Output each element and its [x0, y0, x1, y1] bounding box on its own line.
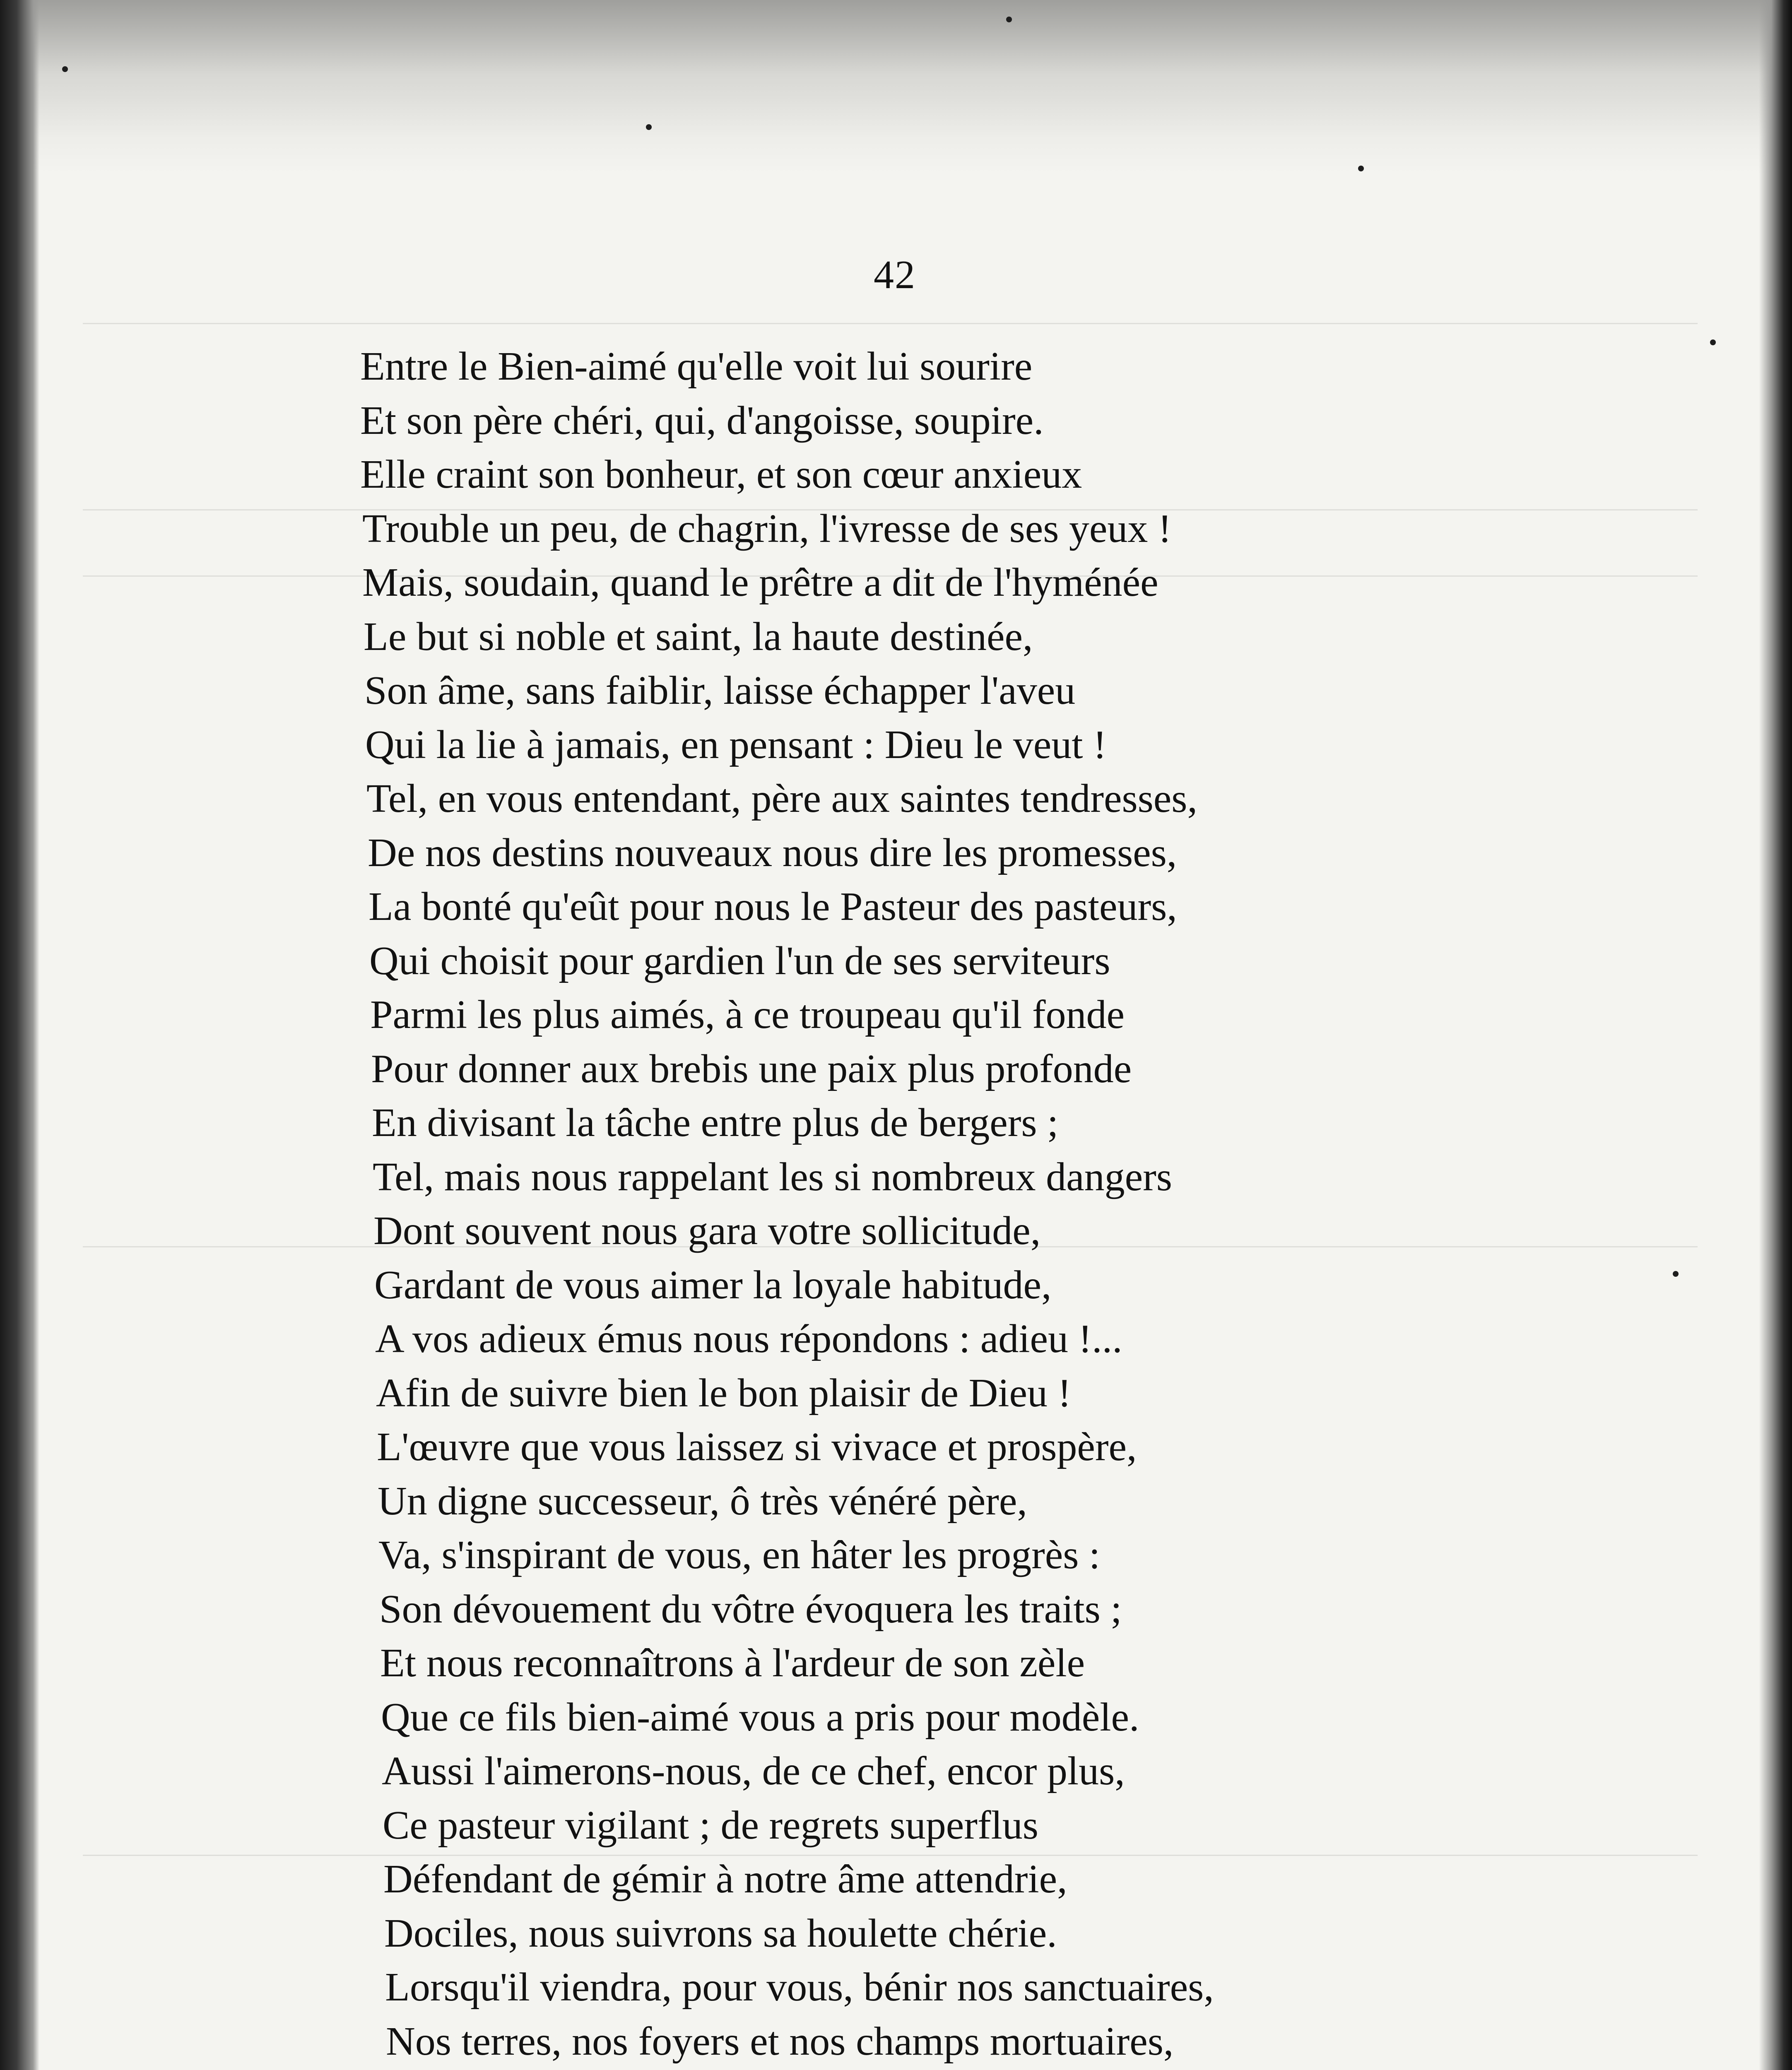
poem-line: Qui choisit pour gardien l'un de ses serviteurs	[369, 938, 1110, 983]
poem-line: Défendant de gémir à notre âme attendrie,	[383, 1857, 1067, 1902]
poem-line	[387, 2068, 1664, 2070]
poem-line: Elle craint son bonheur, et son cœur anxieux	[360, 452, 1082, 497]
poem-line: Aussi l'aimerons-nous, de ce chef, encor plus,	[382, 1749, 1125, 1793]
poem-line: Pour donner aux brebis une paix plus profonde	[371, 1046, 1132, 1091]
poem-line: De nos destins nouveaux nous dire les promesses,	[368, 830, 1177, 875]
poem-line: Lorsqu'il viendra, pour vous, bénir nos sanctuaires,	[385, 1965, 1214, 2010]
poem-line: Dont souvent nous gara votre sollicitude,	[373, 1208, 1041, 1253]
poem-line: L'œuvre que vous laissez si vivace et prospère,	[377, 1425, 1137, 1469]
poem-line: La bonté qu'eût pour nous le Pasteur des pasteurs,	[369, 884, 1177, 929]
poem-line: Et nous reconnaîtrons à l'ardeur de son zèle	[380, 1641, 1085, 1685]
poem-line: Tel, en vous entendant, père aux saintes tendresses,	[366, 776, 1197, 821]
dust-speck	[62, 66, 68, 72]
poem-line: Son dévouement du vôtre évoquera les traits ;	[379, 1586, 1122, 1632]
poem-line: Ce pasteur vigilant ; de regrets superflus	[383, 1803, 1038, 1848]
poem-line: Le but si noble et saint, la haute destinée,	[364, 614, 1033, 659]
poem-line: Nos terres, nos foyers et nos champs mortuaires,	[386, 2019, 1174, 2064]
poem-line: Et son père chéri, qui, d'angoisse, soupire.	[360, 398, 1044, 443]
poem-line: Mais, soudain, quand le prêtre a dit de l'hyménée	[362, 560, 1159, 605]
scan-border-right	[1759, 0, 1792, 2070]
poem-line: Un digne successeur, ô très vénéré père,	[378, 1478, 1027, 1524]
dust-speck	[646, 124, 652, 130]
dust-speck	[1710, 339, 1716, 345]
poem-line: Parmi les plus aimés, à ce troupeau qu'il fonde	[370, 992, 1125, 1037]
poem-line: Entre le Bien-aimé qu'elle voit lui sourire	[360, 344, 1033, 389]
poem-line: Trouble un peu, de chagrin, l'ivresse de ses yeux !	[362, 506, 1172, 551]
poem	[360, 339, 1664, 2070]
poem-line: Tel, mais nous rappelant les si nombreux dangers	[373, 1154, 1172, 1199]
dust-speck	[1006, 17, 1012, 22]
scan-shadow-top	[0, 0, 1792, 137]
poem-line: Gardant de vous aimer la loyale habitude,	[374, 1262, 1052, 1307]
dust-speck	[1673, 1271, 1679, 1277]
poem-line: Va, s'inspirant de vous, en hâter les progrès :	[378, 1533, 1101, 1577]
dust-speck	[1358, 166, 1364, 171]
poem-line: Qui la lie à jamais, en pensant : Dieu le veut !	[365, 722, 1107, 767]
poem-line: En divisant la tâche entre plus de bergers ;	[372, 1100, 1059, 1145]
poem-line: A vos adieux émus nous répondons : adieu !...	[375, 1317, 1122, 1361]
poem-line: Son âme, sans faiblir, laisse échapper l'aveu	[364, 668, 1076, 713]
poem-line: Afin de suivre bien le bon plaisir de Dieu !	[376, 1370, 1072, 1415]
scan-border-left	[0, 0, 39, 2070]
bleed-through-line	[83, 323, 1698, 324]
page-number: 42	[874, 253, 916, 297]
poem-line: Que ce fils bien-aimé vous a pris pour modèle.	[381, 1695, 1139, 1740]
poem-line: Dociles, nous suivrons sa houlette chérie.	[384, 1911, 1057, 1956]
